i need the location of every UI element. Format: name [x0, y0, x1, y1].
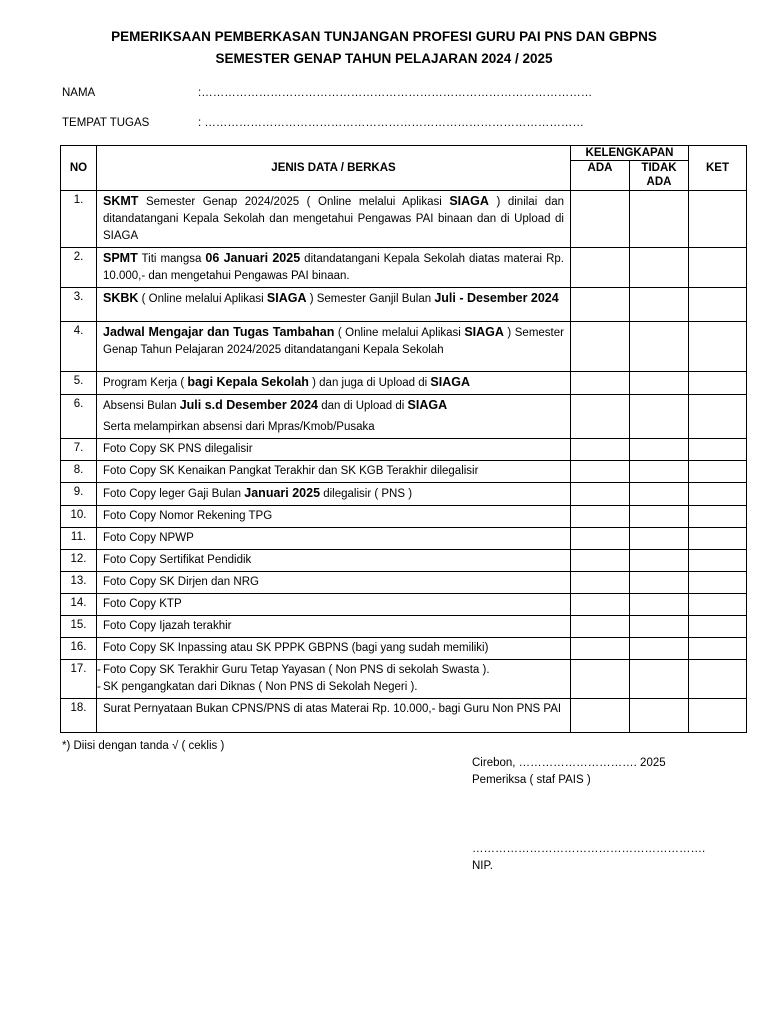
dash-item: - Foto Copy SK Terakhir Guru Tetap Yayasan ( Non PNS di sekolah Swasta ). — [103, 662, 564, 679]
table-row — [61, 395, 747, 439]
row-number: 6. — [61, 395, 97, 439]
ket-cell[interactable] — [689, 528, 747, 550]
row-description — [97, 461, 571, 483]
row-number: 1. — [61, 191, 97, 248]
table-row — [61, 248, 747, 288]
table-row — [61, 461, 747, 483]
tidak-ada-cell[interactable] — [630, 439, 689, 461]
tidak-ada-cell[interactable] — [630, 572, 689, 594]
document-subtitle: SEMESTER GENAP TAHUN PELAJARAN 2024 / 2025 — [215, 51, 553, 66]
tidak-ada-cell[interactable] — [630, 288, 689, 322]
bold-text: SIAGA — [430, 375, 470, 389]
row-description — [97, 594, 571, 616]
tidak-ada-cell[interactable] — [630, 461, 689, 483]
text: Surat Pernyataan Bukan CPNS/PNS di atas Materai Rp. 10.000,- bagi Guru Non PNS PAI — [103, 703, 562, 715]
text: Foto Copy Nomor Rekening TPG — [103, 510, 273, 522]
ada-cell[interactable] — [571, 660, 630, 699]
tidak-ada-cell[interactable] — [630, 191, 689, 248]
table-row — [61, 322, 747, 372]
text: Foto Copy SK PNS dilegalisir — [103, 443, 253, 455]
row-description — [97, 483, 571, 506]
row-number: 15. — [61, 616, 97, 638]
header-jenis: JENIS DATA / BERKAS — [97, 146, 571, 191]
footnote: *) Diisi dengan tanda √ ( ceklis ) — [62, 740, 225, 752]
bold-text: SIAGA — [407, 398, 448, 412]
bold-text: SIAGA — [464, 325, 504, 339]
ket-cell[interactable] — [689, 322, 747, 372]
row-description — [97, 191, 571, 248]
text: Foto Copy NPWP — [103, 532, 194, 544]
bold-text: SPMT — [103, 251, 138, 265]
row-number: 3. — [61, 288, 97, 322]
tidak-ada-cell[interactable] — [630, 372, 689, 395]
bold-text: bagi Kepala Sekolah — [187, 375, 309, 389]
ada-cell[interactable] — [571, 699, 630, 733]
table-row — [61, 638, 747, 660]
text: Foto Copy SK Inpassing atau SK PPPK GBPNS (bagi yang sudah memiliki) — [103, 642, 489, 654]
ada-cell[interactable] — [571, 506, 630, 528]
row-sub-text: Serta melampirkan absensi dari Mpras/Kmob/Pusaka — [103, 421, 375, 433]
header-no: NO — [61, 146, 97, 191]
row-description — [97, 372, 571, 395]
row-number: 2. — [61, 248, 97, 288]
text: dilegalisir ( PNS ) — [320, 488, 413, 500]
ada-cell[interactable] — [571, 616, 630, 638]
ket-cell[interactable] — [689, 572, 747, 594]
row-description — [97, 248, 571, 288]
ket-cell[interactable] — [689, 483, 747, 506]
nama-label: NAMA — [62, 87, 96, 99]
tidak-ada-cell[interactable] — [630, 638, 689, 660]
ada-cell[interactable] — [571, 439, 630, 461]
tidak-ada-cell[interactable] — [630, 699, 689, 733]
ket-cell[interactable] — [689, 248, 747, 288]
table-row — [61, 506, 747, 528]
row-number: 18. — [61, 699, 97, 733]
row-number: 11. — [61, 528, 97, 550]
row-number: 5. — [61, 372, 97, 395]
row-description — [97, 395, 571, 439]
text: ) Semester Ganjil Bulan — [306, 293, 435, 305]
table-row — [61, 288, 747, 322]
row-number: 8. — [61, 461, 97, 483]
ada-cell[interactable] — [571, 322, 630, 372]
text: Foto Copy leger Gaji Bulan — [103, 488, 245, 500]
text: Program Kerja ( — [103, 377, 188, 389]
row-description — [97, 506, 571, 528]
signature-line: ……………………………………………………. — [472, 843, 706, 855]
ada-cell[interactable] — [571, 550, 630, 572]
table-row — [61, 372, 747, 395]
row-number: 17. — [61, 660, 97, 699]
dash-item: - SK pengangkatan dari Diknas ( Non PNS di Sekolah Negeri ). — [103, 679, 564, 696]
header-ada: ADA — [571, 161, 630, 191]
text: dan di Upload di — [318, 400, 408, 412]
tidak-ada-cell[interactable] — [630, 322, 689, 372]
bold-text: 06 Januari 2025 — [205, 251, 301, 265]
ket-cell[interactable] — [689, 439, 747, 461]
ket-cell[interactable] — [689, 594, 747, 616]
signature-role: Pemeriksa ( staf PAIS ) — [472, 774, 591, 786]
table-row — [61, 483, 747, 506]
header-tidak-ada: TIDAK ADA — [630, 161, 689, 191]
row-description — [97, 660, 571, 699]
row-description — [97, 572, 571, 594]
tidak-ada-cell[interactable] — [630, 616, 689, 638]
ada-cell[interactable] — [571, 528, 630, 550]
text: ( Online melalui Aplikasi — [138, 293, 267, 305]
row-number: 7. — [61, 439, 97, 461]
ada-cell[interactable] — [571, 638, 630, 660]
row-number: 14. — [61, 594, 97, 616]
bold-text: Juli s.d Desember 2024 — [179, 398, 318, 412]
ada-cell[interactable] — [571, 248, 630, 288]
ket-cell[interactable] — [689, 616, 747, 638]
document-title: PEMERIKSAAN PEMBERKASAN TUNJANGAN PROFESI GURU PAI PNS DAN GBPNS — [111, 29, 657, 44]
ket-cell[interactable] — [689, 550, 747, 572]
table-row — [61, 616, 747, 638]
row-description — [97, 322, 571, 372]
ket-cell[interactable] — [689, 506, 747, 528]
ada-cell[interactable] — [571, 395, 630, 439]
ket-cell[interactable] — [689, 461, 747, 483]
ada-cell[interactable] — [571, 288, 630, 322]
table-row — [61, 191, 747, 248]
row-description — [97, 638, 571, 660]
table-row — [61, 572, 747, 594]
header-kelengkapan: KELENGKAPAN — [571, 146, 689, 161]
text: Semester Genap 2024/2025 ( Online melalui Aplikasi — [138, 196, 450, 208]
table-row — [61, 550, 747, 572]
signature-nip: NIP. — [472, 860, 493, 872]
row-number: 4. — [61, 322, 97, 372]
nama-value: :………………………………………………………………………………………… — [198, 87, 593, 99]
ada-cell[interactable] — [571, 191, 630, 248]
table-row — [61, 699, 747, 733]
text: Foto Copy SK Kenaikan Pangkat Terakhir dan SK KGB Terakhir dilegalisir — [103, 465, 479, 477]
ket-cell[interactable] — [689, 660, 747, 699]
table-row — [61, 528, 747, 550]
ket-cell[interactable] — [689, 395, 747, 439]
text: ( Online melalui Aplikasi — [334, 327, 465, 339]
ket-cell[interactable] — [689, 699, 747, 733]
bold-text: SIAGA — [449, 194, 489, 208]
ket-cell[interactable] — [689, 638, 747, 660]
tidak-ada-cell[interactable] — [630, 248, 689, 288]
text: ditandatangani Kepala Sekolah diatas materai Rp. 10.000,- dan mengetahui Pengawas PAI binaan. — [103, 253, 564, 282]
text: ) dinilai dan ditandatangani Kepala Sekolah dan mengetahui Pengawas PAI binaan dan di Upload di SIAGA — [103, 196, 564, 242]
tidak-ada-cell[interactable] — [630, 594, 689, 616]
row-description — [97, 699, 571, 733]
table-row — [61, 660, 747, 699]
bold-text: Januari 2025 — [244, 486, 321, 500]
row-number: 16. — [61, 638, 97, 660]
bold-text: Juli - Desember 2024 — [434, 291, 559, 305]
text: ) dan juga di Upload di — [308, 377, 431, 389]
text: Titi mangsa — [137, 253, 206, 265]
tempat-tugas-label: TEMPAT TUGAS — [62, 117, 150, 129]
row-number: 13. — [61, 572, 97, 594]
tidak-ada-cell[interactable] — [630, 660, 689, 699]
text: Foto Copy Ijazah terakhir — [103, 620, 232, 632]
ada-cell[interactable] — [571, 461, 630, 483]
text: Foto Copy Sertifikat Pendidik — [103, 554, 252, 566]
ada-cell[interactable] — [571, 572, 630, 594]
ket-cell[interactable] — [689, 191, 747, 248]
row-description — [97, 550, 571, 572]
text: Foto Copy KTP — [103, 598, 182, 610]
tidak-ada-cell[interactable] — [630, 528, 689, 550]
text: ) Semester Genap Tahun Pelajaran 2024/2025 ditandatangani Kepala Sekolah — [103, 327, 564, 356]
bold-text: SKMT — [103, 194, 139, 208]
signature-city-date: Cirebon, …………………………. 2025 — [472, 757, 666, 769]
header-ket: KET — [689, 146, 747, 191]
row-number: 12. — [61, 550, 97, 572]
checklist-table — [60, 145, 747, 733]
row-number: 9. — [61, 483, 97, 506]
row-description — [97, 616, 571, 638]
bold-text: SKBK — [103, 291, 139, 305]
ket-cell[interactable] — [689, 288, 747, 322]
bold-text: Jadwal Mengajar dan Tugas Tambahan — [103, 325, 335, 339]
row-number: 10. — [61, 506, 97, 528]
text: Absensi Bulan — [103, 400, 180, 412]
ada-cell[interactable] — [571, 483, 630, 506]
table-row — [61, 594, 747, 616]
tidak-ada-cell[interactable] — [630, 506, 689, 528]
tidak-ada-cell[interactable] — [630, 395, 689, 439]
ada-cell[interactable] — [571, 594, 630, 616]
row-description — [97, 288, 571, 322]
tempat-tugas-value: : ……………………………………………………………………………………… — [198, 117, 584, 129]
ada-cell[interactable] — [571, 372, 630, 395]
row-description — [97, 439, 571, 461]
table-row — [61, 439, 747, 461]
row-description — [97, 528, 571, 550]
tidak-ada-cell[interactable] — [630, 483, 689, 506]
ket-cell[interactable] — [689, 372, 747, 395]
bold-text: SIAGA — [266, 291, 307, 305]
text: Foto Copy SK Dirjen dan NRG — [103, 576, 259, 588]
tidak-ada-cell[interactable] — [630, 550, 689, 572]
